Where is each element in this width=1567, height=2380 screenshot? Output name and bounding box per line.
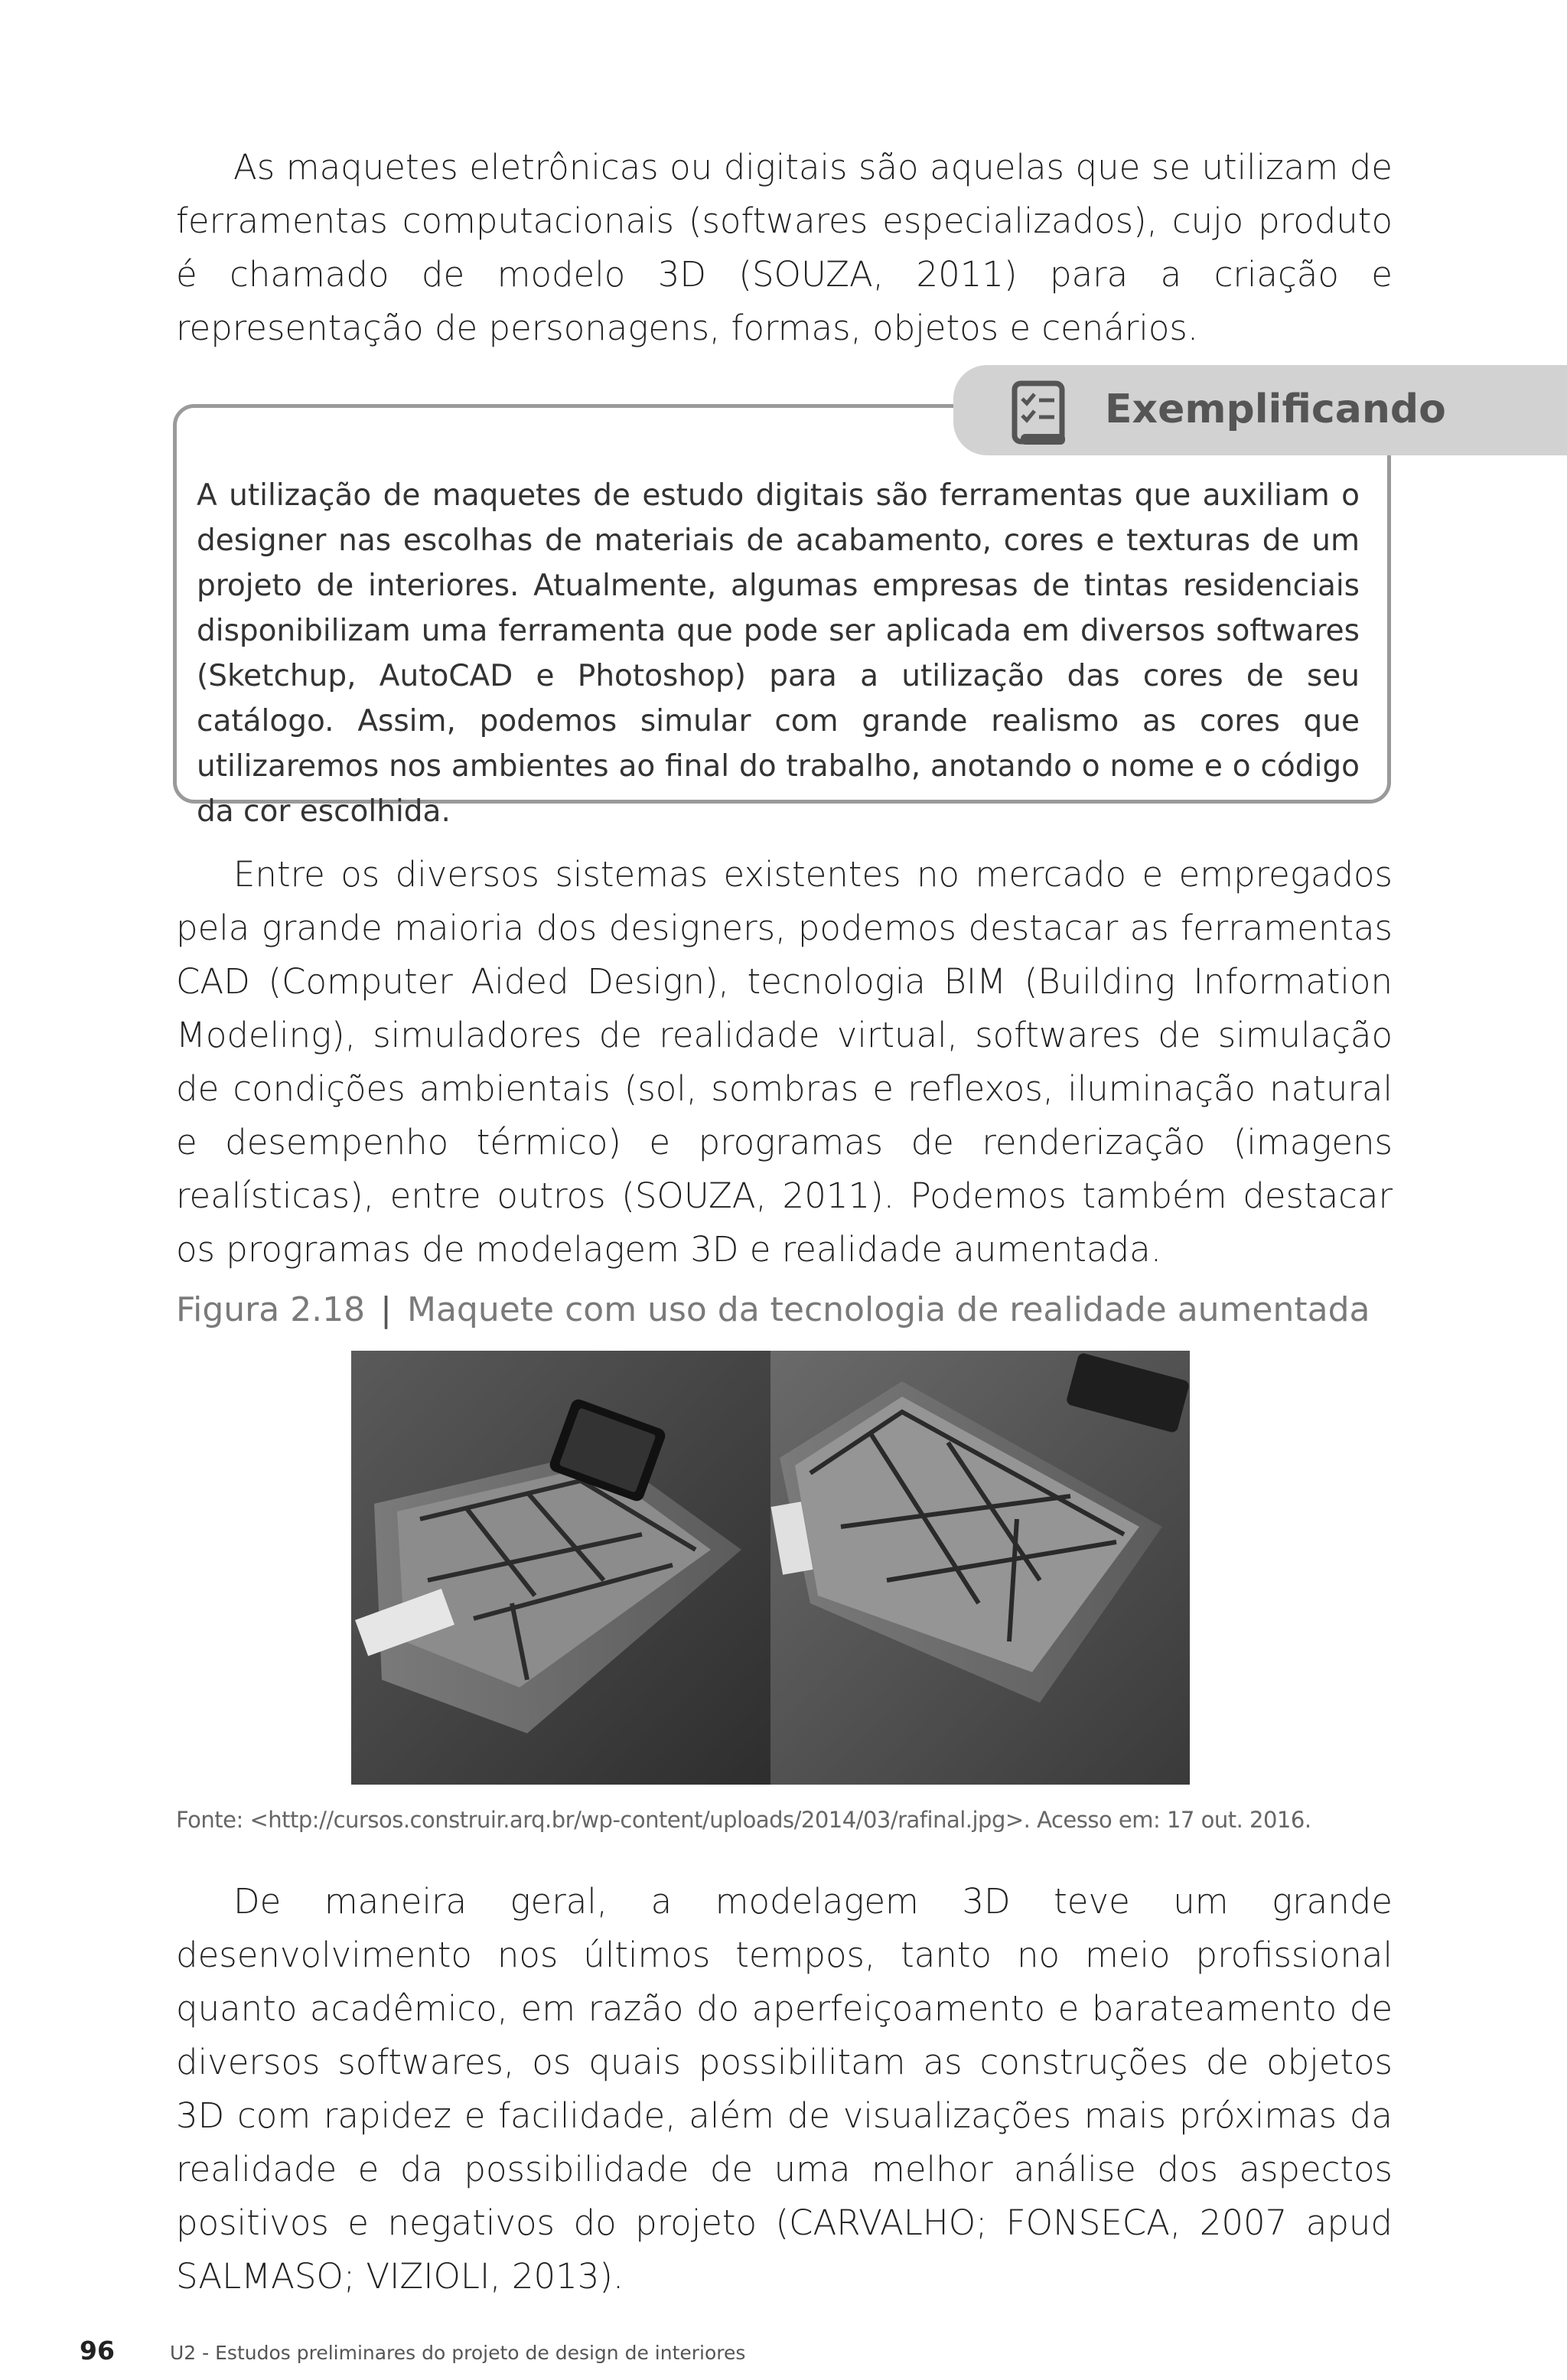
example-title: Exemplificando (1105, 386, 1446, 432)
example-text: A utilização de maquetes de estudo digitais são ferramentas que auxiliam o designer nas escolhas de materiais de acabamento, cores e texturas de um projeto de interiores. Atualmente, algumas empresas de tintas residenciais disponibilizam uma ferramenta que pode ser aplicada em diversos softwares (Sketchup, AutoCAD e Photoshop) para a utilização das cores de seu catálogo. Assim, podemos simular com grande realismo as cores que utilizaremos nos ambientes ao final do trabalho, anotando o nome e o código da cor escolhida. (197, 478, 1360, 829)
figure-separator: | (380, 1290, 392, 1329)
page-number: 96 (80, 2336, 115, 2365)
body-paragraph-2: Entre os diversos sistemas existentes no mercado e empregados pela grande maioria dos designers, podemos destacar as ferramentas CAD (Computer Aided Design), tecnologia BIM (Building Information Modeling), simuladores de realidade virtual, softwares de simulação de condições ambientais (sol, sombras e reflexos, iluminação natural e desempenho térmico) e programas de renderização (imagens realísticas), entre outros (SOUZA, 2011). Podemos também destacar os programas de modelagem 3D e realidade aumentada. (176, 854, 1393, 1270)
figure-source: Fonte: <http://cursos.construir.arq.br/wp-content/uploads/2014/03/rafinal.jpg>. Acesso em: 17 out. 2016. (176, 1807, 1311, 1833)
footer-text: U2 - Estudos preliminares do projeto de design de interiores (170, 2342, 746, 2364)
figure-image (351, 1351, 1190, 1785)
example-tab (953, 365, 1567, 455)
figure-caption (176, 1286, 1370, 1335)
figure-caption-text: Maquete com uso da tecnologia de realidade aumentada (406, 1290, 1370, 1329)
body-paragraph-1: As maquetes eletrônicas ou digitais são aquelas que se utilizam de ferramentas computacionais (softwares especializados), cujo produto é chamado de modelo 3D (SOUZA, 2011) para a criação e representação de personagens, formas, objetos e cenários. (176, 147, 1393, 348)
figure-label: Figura 2.18 (176, 1290, 366, 1329)
body-paragraph-3: De maneira geral, a modelagem 3D teve um grande desenvolvimento nos últimos tempos, tanto no meio profissional quanto acadêmico, em razão do aperfeiçoamento e barateamento de diversos softwares, os quais possibilitam as construções de objetos 3D com rapidez e facilidade, além de visualizações mais próximas da realidade e da possibilidade de uma melhor análise dos aspectos positivos e negativos do projeto (CARVALHO; FONSECA, 2007 apud SALMASO; VIZIOLI, 2013). (176, 1881, 1393, 2297)
augmented-reality-model-photo (351, 1351, 1190, 1785)
checklist-icon (1010, 380, 1071, 449)
